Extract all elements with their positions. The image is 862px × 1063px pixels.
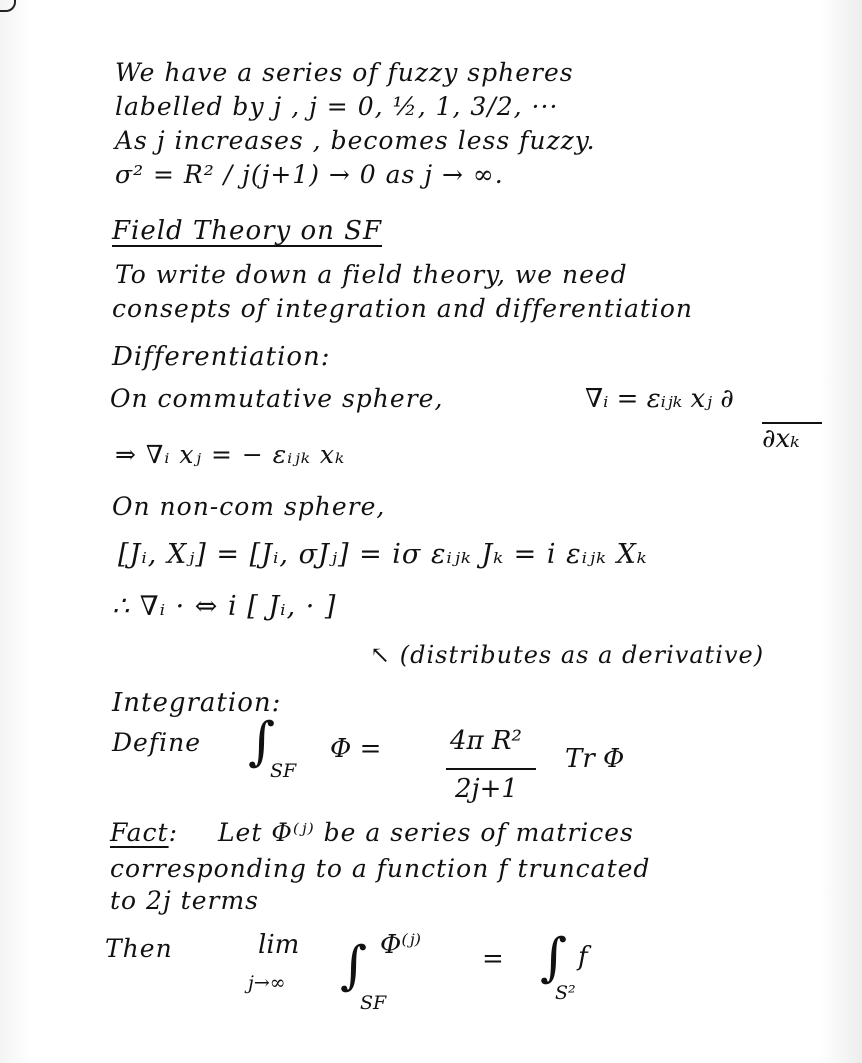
fact-line-1 — [110, 818, 634, 848]
trace-phi: Tr Φ — [565, 744, 625, 774]
nabla-definition: ∇ᵢ = εᵢⱼₖ xⱼ ∂ — [585, 384, 734, 414]
then-word: Then — [105, 934, 173, 963]
fraction-bar — [446, 768, 536, 770]
fact-line-1-rest: Let Φ⁽ʲ⁾ be a series of matrices — [217, 818, 634, 847]
intro-line-3: As j increases , becomes less fuzzy. — [115, 126, 596, 155]
section-heading-field-theory: Field Theory on SF — [112, 216, 382, 246]
intro-line-4: σ² = R² / j(j+1) → 0 as j → ∞. — [115, 160, 504, 189]
intro-line-1: We have a series of fuzzy spheres — [115, 58, 574, 87]
nabla-on-x: ⇒ ∇ᵢ xⱼ = − εᵢⱼₖ xₖ — [115, 440, 346, 469]
define-word: Define — [112, 728, 201, 757]
lhs-integral-sign: ∫ — [340, 936, 368, 996]
differentiation-label: Differentiation: — [112, 342, 331, 372]
fraction-numerator: 4π R² — [450, 726, 522, 756]
derivative-note: ↖ (distributes as a derivative) — [370, 641, 765, 669]
lhs-integrand: Φ⁽ʲ⁾ — [380, 930, 421, 960]
rhs-integral-sign: ∫ — [540, 928, 568, 988]
integral-sign: ∫ — [248, 712, 276, 772]
integrand-phi: Φ = — [330, 734, 382, 764]
rhs-integral-subscript: S² — [555, 982, 576, 1004]
fraction-denominator: 2j+1 — [455, 774, 518, 804]
field-theory-line-2: consepts of integration and differentiation — [112, 294, 694, 323]
commutative-sphere-text: On commutative sphere, — [110, 384, 444, 413]
corner-mark — [0, 0, 16, 12]
integration-label: Integration: — [112, 688, 282, 718]
commutator-equation: [Jᵢ, Xⱼ] = [Jᵢ, σJⱼ] = iσ εᵢⱼₖ Jₖ = i εᵢⱼₖ Xₖ — [118, 539, 648, 570]
field-theory-line-1: To write down a field theory, we need — [115, 260, 628, 289]
lhs-integral-subscript: SF — [360, 992, 387, 1014]
nabla-denominator: ∂xₖ — [762, 424, 800, 454]
limit-subscript: j→∞ — [248, 972, 286, 994]
fact-line-2: corresponding to a function f truncated — [110, 854, 651, 883]
integral-subscript: SF — [270, 760, 297, 782]
fact-line-3: to 2j terms — [110, 886, 259, 915]
limit-equals: = — [482, 944, 504, 974]
fact-label: Fact — [110, 818, 169, 847]
noncom-sphere-text: On non-com sphere, — [112, 492, 386, 521]
intro-line-2: labelled by j , j = 0, ½, 1, 3/2, ··· — [115, 92, 559, 121]
rhs-integrand: f — [578, 942, 588, 972]
limit-word: lim — [258, 930, 300, 960]
fact-colon: : — [168, 818, 179, 847]
derivative-equivalence: ∴ ∇ᵢ · ⇔ i [ Jᵢ, · ] — [112, 591, 337, 622]
